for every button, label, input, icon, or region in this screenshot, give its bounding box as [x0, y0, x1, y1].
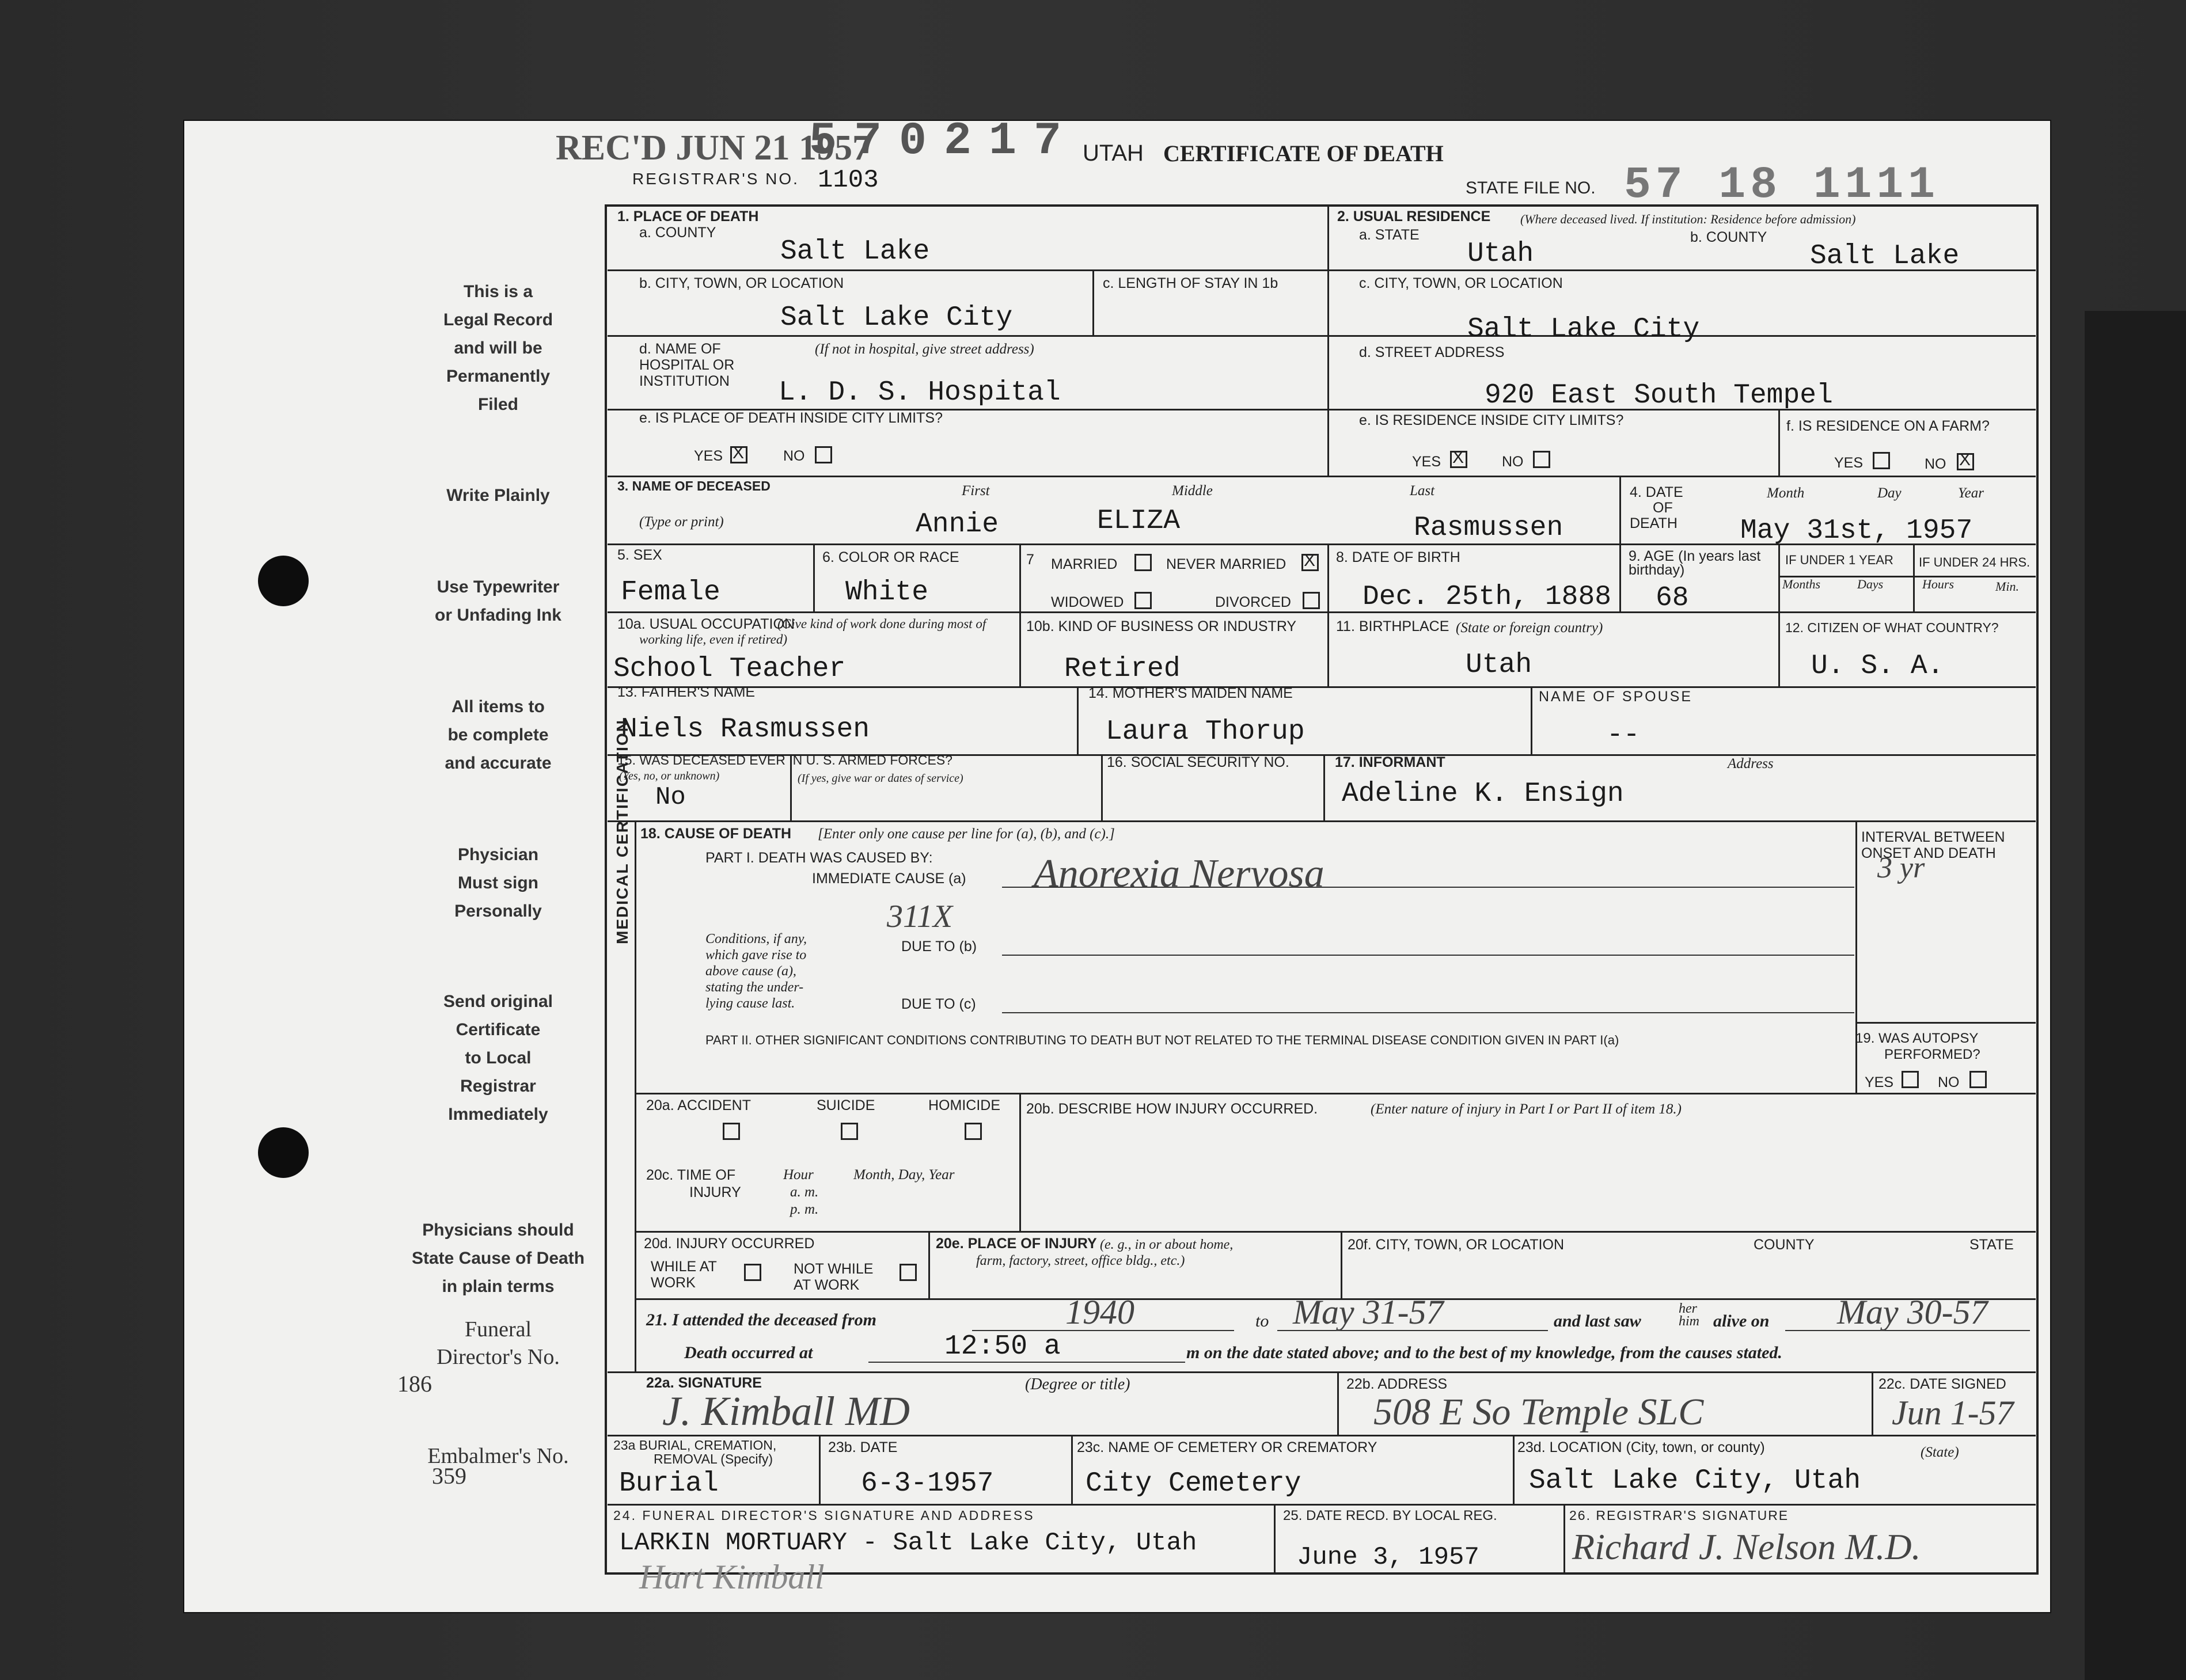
occupation-label: 10a. USUAL OCCUPATION — [617, 616, 795, 632]
line — [1513, 1435, 1515, 1504]
pod-city-value: Salt Lake City — [780, 302, 1013, 333]
place-of-death-label: 1. PLACE OF DEATH — [617, 208, 759, 225]
never-married-label: NEVER MARRIED — [1166, 556, 1286, 572]
line — [608, 611, 2036, 613]
line — [1323, 754, 1325, 820]
res-limits-label: e. IS RESIDENCE INSIDE CITY LIMITS? — [1359, 412, 1624, 428]
hospital-label: d. NAME OF HOSPITAL OR INSTITUTION — [639, 341, 735, 389]
funeral-director-sig-label: 24. FUNERAL DIRECTOR'S SIGNATURE AND ADDRESS — [613, 1508, 1035, 1523]
hospital-value: L. D. S. Hospital — [779, 377, 1061, 408]
date-signed-label: 22c. DATE SIGNED — [1878, 1376, 2006, 1392]
sidebar-notice-send: Send original Certificate to Local Registrar Immediately — [443, 992, 553, 1124]
race-value: White — [845, 577, 929, 608]
middle-name-value: ELIZA — [1097, 505, 1181, 537]
sex-value: Female — [621, 577, 720, 608]
funeral-director-value: LARKIN MORTUARY - Salt Lake City, Utah — [619, 1529, 1197, 1557]
state-title: UTAH — [1083, 140, 1144, 166]
line — [1077, 686, 1079, 754]
farm-yes-label: YES — [1834, 455, 1864, 471]
autopsy-yes-checkbox[interactable] — [1902, 1071, 1919, 1088]
accident-checkbox[interactable] — [723, 1123, 740, 1140]
sex-label: 5. SEX — [617, 547, 662, 563]
farm-yes-checkbox[interactable] — [1873, 452, 1890, 469]
part1-label: PART I. DEATH WAS CAUSED BY: — [705, 850, 933, 866]
sidebar-notice-cause: Physicians should State Cause of Death in plain terms — [411, 1221, 585, 1296]
autopsy-label: 19. WAS AUTOPSY PERFORMED? — [1855, 1031, 1980, 1062]
embalmer-label: Embalmer's No. — [427, 1444, 569, 1468]
farm-no-mark: X — [1959, 450, 1971, 469]
autopsy-yes-label: YES — [1865, 1074, 1894, 1090]
injury-occurred-label: 20d. INJURY OCCURRED — [644, 1236, 815, 1252]
armed-forces-label: 15. WAS DECEASED EVER IN U. S. ARMED FORCES? — [617, 752, 952, 767]
burial-location-value: Salt Lake City, Utah — [1529, 1465, 1861, 1496]
place-of-injury-note: (e. g., in or about home, farm, factory, street, office bldg., etc.) — [976, 1237, 1234, 1268]
punch-hole-bottom — [258, 1127, 309, 1178]
divorced-checkbox[interactable] — [1303, 592, 1320, 609]
line — [608, 476, 2036, 477]
sidebar-notice-write: Write Plainly — [446, 486, 550, 505]
due-to-b-label: DUE TO (b) — [901, 938, 977, 955]
hour-label: Hour a. m. p. m. — [783, 1167, 819, 1217]
line — [1327, 543, 1329, 686]
pod-yes-label: YES — [694, 448, 723, 464]
sidebar-notice-typewriter: Use Typewriter or Unfading Ink — [435, 577, 561, 625]
not-while-at-work-checkbox[interactable] — [900, 1264, 917, 1281]
cause-note: [Enter only one cause per line for (a), (b), and (c).] — [818, 826, 1115, 842]
divorced-label: DIVORCED — [1215, 594, 1291, 610]
age-label: 9. AGE (In years last birthday) — [1629, 548, 1761, 578]
cause-label: 18. CAUSE OF DEATH — [640, 826, 792, 842]
address-label: 22b. ADDRESS — [1346, 1376, 1448, 1392]
occupation-value: School Teacher — [613, 653, 846, 685]
burial-state-label: (State) — [1921, 1445, 1959, 1460]
res-yes-label: YES — [1412, 454, 1441, 470]
not-while-at-work-label: NOT WHILE AT WORK — [794, 1261, 874, 1293]
autopsy-no-label: NO — [1938, 1074, 1960, 1090]
date-of-death-label: 4. DATE OF DEATH — [1630, 484, 1683, 531]
mdy-label: Month, Day, Year — [853, 1167, 955, 1183]
injury-how-note: (Enter nature of injury in Part I or Part II of item 18.) — [1371, 1101, 1682, 1117]
father-value: Niels Rasmussen — [621, 714, 870, 745]
line — [1913, 543, 1915, 611]
pod-county-label: a. COUNTY — [639, 225, 716, 241]
widowed-checkbox[interactable] — [1134, 592, 1152, 609]
line — [1531, 686, 1532, 754]
attended-label: 21. I attended the deceased from — [646, 1310, 876, 1329]
birth-date-value: Dec. 25th, 1888 — [1363, 581, 1612, 613]
line — [813, 543, 815, 611]
line — [608, 1371, 2036, 1373]
to-label: to — [1255, 1312, 1269, 1331]
armed-note-2: (If yes, give war or dates of service) — [798, 772, 963, 785]
first-name-label: First — [962, 483, 990, 499]
business-value: Retired — [1064, 653, 1181, 685]
suicide-checkbox[interactable] — [841, 1123, 858, 1140]
certificate-title: CERTIFICATE OF DEATH — [1163, 140, 1444, 166]
pod-city-label: b. CITY, TOWN, OR LOCATION — [639, 275, 844, 291]
death-occurred-label: Death occurred at — [684, 1343, 813, 1362]
line — [1857, 1022, 2036, 1024]
min-label: Min. — [1995, 579, 2019, 594]
due-to-c-line — [1002, 1012, 1854, 1013]
line — [1341, 1231, 1342, 1298]
line — [1019, 543, 1021, 686]
line — [608, 686, 2036, 688]
res-state-value: Utah — [1467, 238, 1534, 269]
burial-date-value: 6-3-1957 — [861, 1468, 994, 1499]
conditions-note: Conditions, if any, which gave rise to above cause (a), stating the under- lying cause last. — [705, 932, 807, 1011]
day-label: Day — [1877, 485, 1902, 501]
pod-county-value: Salt Lake — [780, 236, 930, 267]
middle-name-label: Middle — [1172, 483, 1213, 499]
married-label: MARRIED — [1051, 556, 1118, 572]
date-of-death-value: May 31st, 1957 — [1740, 515, 1973, 546]
line — [636, 1093, 2036, 1094]
year-label: Year — [1958, 485, 1984, 501]
informant-value: Adeline K. Ensign — [1342, 778, 1624, 809]
line — [636, 1231, 2036, 1233]
days-label: Days — [1857, 577, 1884, 591]
certificate-number-stamp: 570217 — [809, 115, 1079, 168]
suicide-label: SUICIDE — [817, 1097, 875, 1113]
sidebar-notice-physician: Physician Must sign Personally — [454, 845, 542, 921]
homicide-checkbox[interactable] — [965, 1123, 982, 1140]
residence-note: (Where deceased lived. If institution: Residence before admission) — [1520, 212, 1856, 226]
medical-certification-label: MEDICAL CERTIFICATION — [613, 719, 631, 944]
due-to-c-label: DUE TO (c) — [901, 996, 976, 1012]
widowed-label: WIDOWED — [1051, 594, 1124, 610]
attended-from-value: 1940 — [1065, 1293, 1134, 1331]
res-city-label: c. CITY, TOWN, OR LOCATION — [1359, 275, 1563, 291]
res-no-checkbox[interactable] — [1533, 451, 1550, 468]
last-name-value: Rasmussen — [1414, 512, 1563, 543]
line — [608, 820, 2036, 822]
residence-label: 2. USUAL RESIDENCE — [1337, 208, 1491, 225]
age-value: 68 — [1656, 583, 1689, 614]
state-file-label: STATE FILE NO. — [1466, 178, 1596, 197]
hospital-note: (If not in hospital, give street address) — [815, 341, 1034, 357]
line — [1337, 1371, 1339, 1435]
last-name-label: Last — [1410, 483, 1435, 499]
registrar-label: REGISTRAR'S NO. — [632, 170, 799, 188]
physician-address: 508 E So Temple SLC — [1373, 1391, 1704, 1433]
pod-yes-mark: X — [733, 443, 745, 462]
citizen-value: U. S. A. — [1811, 651, 1944, 682]
res-yes-mark: X — [1452, 448, 1464, 467]
line — [1019, 1093, 1021, 1231]
attended-to-value: May 31-57 — [1293, 1293, 1444, 1331]
line — [1778, 543, 1780, 686]
registrar-signature: Richard J. Nelson M.D. — [1572, 1526, 1921, 1567]
first-name-value: Annie — [916, 509, 999, 540]
under-24-hrs-label: IF UNDER 24 HRS. — [1919, 555, 2031, 569]
punch-hole-top — [258, 556, 309, 606]
injury-state-label: STATE — [1969, 1237, 2014, 1253]
accident-label: 20a. ACCIDENT — [646, 1097, 752, 1113]
date-signed-value: Jun 1-57 — [1892, 1394, 2014, 1432]
month-label: Month — [1767, 485, 1805, 501]
burial-date-label: 23b. DATE — [828, 1439, 898, 1455]
sidebar-notice-complete: All items to be complete and accurate — [445, 697, 552, 773]
street-value: 920 East South Tempel — [1485, 380, 1833, 411]
res-no-label: NO — [1502, 454, 1524, 470]
birthplace-label: 11. BIRTHPLACE — [1336, 618, 1449, 634]
sidebar-notice-legal: This is a Legal Record and will be Permanently Filed — [443, 282, 553, 414]
ssn-label: 16. SOCIAL SECURITY NO. — [1107, 754, 1289, 770]
res-county-value: Salt Lake — [1810, 241, 1960, 272]
birth-date-label: 8. DATE OF BIRTH — [1336, 549, 1460, 565]
occupation-note: (Give kind of work done during most of working life, even if retired) — [639, 617, 986, 647]
injury-county-label: COUNTY — [1754, 1237, 1815, 1253]
pod-limits-label: e. IS PLACE OF DEATH INSIDE CITY LIMITS? — [639, 410, 943, 426]
spouse-label: NAME OF SPOUSE — [1539, 689, 1693, 705]
death-occurred-rest: m on the date stated above; and to the best of my knowledge, from the causes stated. — [1186, 1343, 1782, 1362]
line — [1619, 476, 1621, 543]
res-county-label: b. COUNTY — [1690, 229, 1767, 245]
degree-label: (Degree or title) — [1025, 1375, 1130, 1393]
pod-no-label: NO — [783, 448, 805, 464]
marital-label: 7 — [1026, 552, 1034, 568]
informant-address-label: Address — [1728, 756, 1774, 771]
autopsy-no-checkbox[interactable] — [1969, 1071, 1987, 1088]
race-label: 6. COLOR OR RACE — [822, 549, 959, 565]
citizen-label: 12. CITIZEN OF WHAT COUNTRY? — [1785, 620, 1999, 635]
registrar-number: 1103 — [818, 166, 879, 195]
signature-label: 22a. SIGNATURE — [646, 1375, 762, 1391]
line — [1071, 1435, 1073, 1504]
received-stamp: REC'D JUN 21 1957 — [556, 128, 870, 168]
while-at-work-label: WHILE AT WORK — [651, 1259, 717, 1291]
farm-label: f. IS RESIDENCE ON A FARM? — [1786, 418, 1990, 434]
her-him-label: her him — [1679, 1301, 1699, 1329]
funeral-director-signature: Hart Kimball — [639, 1558, 825, 1596]
mother-label: 14. MOTHER'S MAIDEN NAME — [1088, 685, 1293, 701]
line — [1327, 206, 1329, 476]
cemetery-value: City Cemetery — [1086, 1468, 1301, 1499]
armed-forces-value: No — [655, 783, 686, 812]
line — [819, 1435, 821, 1504]
mother-value: Laura Thorup — [1106, 716, 1305, 747]
line — [1563, 1504, 1565, 1573]
name-label: 3. NAME OF DECEASED — [617, 478, 771, 493]
street-label: d. STREET ADDRESS — [1359, 344, 1505, 360]
part2-label: PART II. OTHER SIGNIFICANT CONDITIONS CONTRIBUTING TO DEATH BUT NOT RELATED TO THE TERMINAL DISEASE CONDITION GIVEN IN PART I(a) — [705, 1033, 1619, 1047]
cemetery-label: 23c. NAME OF CEMETERY OR CREMATORY — [1077, 1439, 1377, 1455]
due-to-b-line — [1002, 955, 1854, 956]
line — [1092, 269, 1094, 335]
registrar-signature-label: 26. REGISTRAR'S SIGNATURE — [1569, 1508, 1789, 1523]
res-city-value: Salt Lake City — [1467, 314, 1700, 345]
under-1-year-label: IF UNDER 1 YEAR — [1785, 553, 1893, 567]
never-married-mark: X — [1304, 551, 1316, 570]
married-checkbox[interactable] — [1134, 554, 1152, 571]
res-state-label: a. STATE — [1359, 227, 1420, 243]
binder-edge — [2085, 311, 2186, 1680]
father-label: 13. FATHER'S NAME — [617, 684, 756, 700]
alive-on-value: May 30-57 — [1837, 1293, 1988, 1331]
death-time-value: 12:50 a — [944, 1331, 1061, 1362]
armed-note-1: (Yes, no, or unknown) — [619, 770, 720, 782]
line — [1274, 1504, 1276, 1573]
business-label: 10b. KIND OF BUSINESS OR INDUSTRY — [1026, 618, 1297, 634]
homicide-label: HOMICIDE — [928, 1097, 1000, 1113]
immediate-cause-label: IMMEDIATE CAUSE (a) — [812, 871, 966, 887]
farm-no-label: NO — [1925, 456, 1946, 472]
burial-value: Burial — [619, 1468, 719, 1499]
injury-city-label: 20f. CITY, TOWN, OR LOCATION — [1348, 1237, 1565, 1253]
months-label: Months — [1782, 577, 1820, 591]
birthplace-note: (State or foreign country) — [1456, 620, 1603, 636]
disease-code: 311X — [887, 899, 953, 934]
date-recd-value: June 3, 1957 — [1297, 1543, 1479, 1572]
line — [1778, 409, 1780, 476]
place-of-injury-label: 20e. PLACE OF INJURY — [936, 1236, 1097, 1252]
immediate-cause-value: Anorexia Nervosa — [1034, 852, 1324, 896]
hours-label: Hours — [1922, 577, 1955, 591]
line — [635, 820, 636, 1371]
name-type-note: (Type or print) — [639, 514, 724, 530]
burial-label: 23a BURIAL, CREMATION, REMOVAL (Specify) — [613, 1438, 777, 1466]
time-of-injury-label: 20c. TIME OF INJURY — [646, 1167, 741, 1200]
last-saw-label: and last saw — [1554, 1312, 1641, 1331]
interval-label: INTERVAL BETWEEN ONSET AND DEATH — [1861, 829, 2005, 861]
burial-location-label: 23d. LOCATION (City, town, or county) — [1517, 1439, 1765, 1455]
line — [1872, 1371, 1873, 1435]
interval-value: 3 yr — [1877, 852, 1925, 884]
funeral-director-no: 186 — [397, 1371, 432, 1397]
funeral-director-label: Funeral Director's No. — [437, 1317, 560, 1369]
injury-how-label: 20b. DESCRIBE HOW INJURY OCCURRED. — [1026, 1101, 1318, 1117]
physician-signature: J. Kimball MD — [662, 1388, 910, 1434]
date-recd-label: 25. DATE RECD. BY LOCAL REG. — [1283, 1508, 1497, 1523]
line — [1101, 754, 1103, 820]
line — [1619, 543, 1621, 611]
line — [928, 1231, 930, 1298]
state-file-number: 57 18 1111 — [1624, 160, 1940, 211]
line — [608, 1504, 2036, 1506]
embalmer-no: 359 — [432, 1463, 466, 1489]
informant-label: 17. INFORMANT — [1335, 754, 1445, 770]
birthplace-value: Utah — [1466, 649, 1532, 681]
line — [608, 335, 2036, 337]
while-at-work-checkbox[interactable] — [744, 1264, 761, 1281]
length-of-stay-label: c. LENGTH OF STAY IN 1b — [1103, 275, 1278, 291]
spouse-value: -- — [1607, 720, 1640, 751]
pod-no-checkbox[interactable] — [815, 446, 832, 463]
alive-on-label: alive on — [1713, 1312, 1770, 1331]
